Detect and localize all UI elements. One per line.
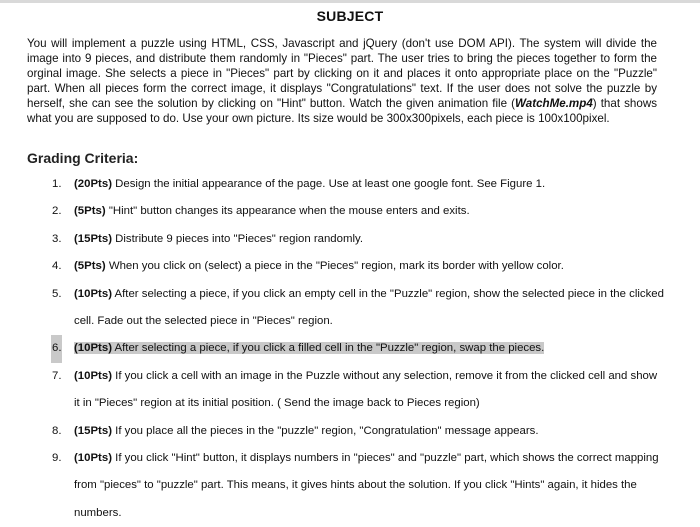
criterion-number: 8. <box>52 424 62 437</box>
criterion-text: If you click a cell with an image in the Puzzle without any selection, remove it from the clicked cell and show it in "Pieces" region at its initial position. ( Send the image back to Pieces region) <box>74 369 658 410</box>
criterion-points: (20Pts) <box>74 178 112 190</box>
text-selection-highlight <box>74 342 544 354</box>
top-divider <box>0 0 700 3</box>
criterion-points: (10Pts) <box>74 342 112 355</box>
criterion-points: (15Pts) <box>74 424 112 437</box>
criterion-number: 4. <box>52 260 62 273</box>
criterion-text: Distribute 9 pieces into "Pieces" region randomly. <box>115 232 363 245</box>
criterion-number: 3. <box>52 232 62 245</box>
criterion-text: Design the initial appearance of the page. Use at least one google font. See Figure 1. <box>115 178 546 190</box>
intro-text-before-file: You will implement a puzzle using HTML, CSS, Javascript and jQuery (don't use DOM API). The system will divide the image into 9 pieces, and distribute them randomly in "Pieces" part. The user tries to bring the pieces together to form the orginal image. She selects a piece in "Pieces" part by clicking on it and places it onto appropriate place on the "Puzzle" part. When all pieces form the correct image, it displays "Congratulations" text. If the user does not solve the puzzle by herself, she can see the solution by clicking on "Hint" button. Watch the given animation file ( <box>27 37 657 111</box>
criterion-item <box>0 171 700 198</box>
criterion-text: When you click on (select) a piece in the "Pieces" region, mark its border with yellow color. <box>108 260 564 273</box>
criterion-points: (10Pts) <box>74 452 112 465</box>
intro-paragraph <box>27 36 657 127</box>
criterion-number: 9. <box>52 452 62 465</box>
criterion-points: (10Pts) <box>74 287 112 300</box>
animation-file-name: WatchMe.mp4 <box>515 97 593 111</box>
criterion-points: (5Pts) <box>74 205 106 218</box>
criteria-list <box>0 171 700 527</box>
criterion-text: After selecting a piece, if you click an empty cell in the "Puzzle" region, show the selected piece in the clicked cell. Fade out the selected piece in "Pieces" region. <box>74 287 664 328</box>
criterion-points: (15Pts) <box>74 232 112 245</box>
criterion-number: 2. <box>52 205 62 218</box>
criterion-item <box>0 418 700 445</box>
criterion-item <box>0 253 700 280</box>
criterion-item-highlighted <box>0 335 700 362</box>
criterion-number: 5. <box>52 287 62 300</box>
criterion-item <box>0 226 700 253</box>
criterion-text: If you click "Hint" button, it displays numbers in "pieces" and "puzzle" part, which shows the correct mapping from "pieces" to "puzzle" part. This means, it gives hints about the solution. If you click "Hints" again, it hides the numbers. <box>74 452 659 519</box>
criterion-item <box>0 281 700 336</box>
criterion-points: (5Pts) <box>74 260 106 273</box>
criterion-text: "Hint" button changes its appearance when the mouse enters and exits. <box>108 205 470 218</box>
criterion-number: 6. <box>51 335 62 362</box>
criterion-number: 1. <box>52 178 62 190</box>
grading-criteria-heading: Grading Criteria: <box>27 150 139 166</box>
criterion-text: After selecting a piece, if you click a filled cell in the "Puzzle" region, swap the pieces. <box>114 342 545 355</box>
criterion-points: (10Pts) <box>74 369 112 382</box>
criterion-number: 7. <box>52 369 62 382</box>
criterion-item <box>0 445 700 527</box>
page-title: SUBJECT <box>316 8 384 24</box>
intro-text-after-file: ) that shows what you are supposed to do. Use your own picture. Its size would be 300x300pixels, each piece is 100x100pixel. <box>27 97 657 126</box>
criterion-item <box>0 198 700 225</box>
criterion-text: If you place all the pieces in the "puzzle" region, "Congratulation" message appears. <box>115 424 539 437</box>
criterion-item <box>0 363 700 418</box>
